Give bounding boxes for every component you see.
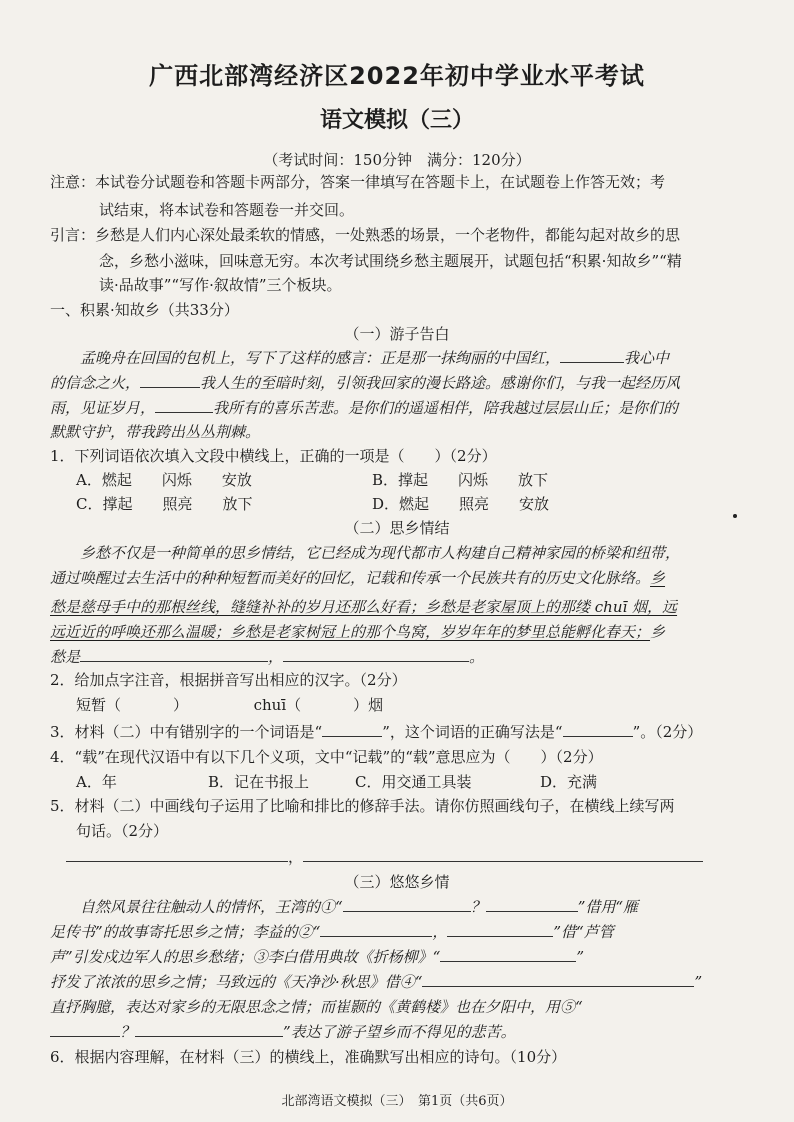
answer-blank[interactable]	[563, 722, 633, 737]
answer-blank[interactable]	[283, 647, 469, 662]
passage-text: 乡	[650, 623, 666, 641]
passage-text: ？	[120, 1023, 136, 1041]
passage-text: 。	[469, 648, 485, 666]
passage-1-line-3	[50, 398, 678, 418]
ink-dot	[733, 514, 737, 518]
answer-blank[interactable]	[303, 847, 703, 862]
passage-text: 自然风景往往触动人的情怀，王湾的①“	[80, 898, 343, 916]
section-1-heading: （一）游子告白	[344, 325, 450, 343]
passage-1-line-1	[80, 348, 669, 368]
passage-text: ，	[268, 648, 284, 666]
passage-text: 的信念之火，	[50, 374, 141, 392]
answer-blank[interactable]	[135, 1022, 283, 1037]
exam-subtitle: 语文模拟（三）	[319, 108, 474, 133]
notice-line-1: 注意：本试卷分试题卷和答题卡两部分，答案一律填写在答题卡上，在试题卷上作答无效；考	[50, 173, 666, 191]
passage-text: ”	[576, 948, 585, 966]
passage-1-line-2	[50, 373, 680, 393]
q1-option-d[interactable]: D．燃起 照亮 安放	[372, 495, 550, 513]
passage-3-line-5: 直抒胸臆，表达对家乡的无限思念之情；而崔颢的《黄鹤楼》也在夕阳中，用⑤“	[50, 998, 583, 1016]
passage-2-line-1: 乡愁不仅是一种简单的思乡情结，它已经成为现代都市人构建自己精神家园的桥梁和纽带，	[80, 544, 681, 562]
passage-text: ”借用“雁	[577, 898, 639, 916]
answer-blank[interactable]	[320, 922, 432, 937]
q2-label: ）	[173, 696, 189, 714]
q4-option-d[interactable]: D．充满	[540, 773, 598, 791]
q2-label: 短暂（	[76, 696, 122, 714]
passage-text: ，	[432, 923, 448, 941]
passage-1-line-4: 默默守护，带我跨出丛丛荆棘。	[50, 423, 261, 441]
question-5-line-2: 句话。（2分）	[76, 822, 169, 840]
passage-2-line-2	[50, 568, 665, 588]
passage-3-line-2	[50, 922, 614, 942]
passage-text: 我人生的至暗时刻，引领我回家的漫长路途。感谢你们，与我一起经历风	[200, 374, 681, 392]
question-4: 4．“载”在现代汉语中有以下几个义项，文中“记载”的“载”意思应为（ ）（2分）	[50, 748, 603, 766]
separator: ，	[288, 848, 304, 866]
passage-text: 我心中	[624, 349, 670, 367]
question-2: 2．给加点字注音，根据拼音写出相应的汉字。（2分）	[50, 671, 407, 689]
question-6: 6．根据内容理解，在材料（三）的横线上，准确默写出相应的诗句。（10分）	[50, 1048, 567, 1066]
passage-text: 抒发了浓浓的思乡之情；马致远的《天净沙·秋思》借④“	[50, 973, 423, 991]
exam-info: （考试时间：150分钟 满分：120分）	[263, 151, 531, 169]
page-footer: 北部湾语文模拟（三） 第1页（共6页）	[281, 1094, 513, 1109]
answer-blank[interactable]	[140, 373, 200, 388]
passage-2-line-3: 愁是慈母手中的那根丝线，缝缝补补的岁月还那么好看；乡愁是老家屋顶上的那缕 chuī 烟，远	[50, 598, 678, 616]
answer-blank[interactable]	[440, 947, 576, 962]
passage-3-line-6	[50, 1022, 516, 1042]
intro-line-3: 读·品故事”“写作·叙故情”三个板块。	[99, 276, 342, 294]
passage-text: 雨，见证岁月，	[50, 399, 156, 417]
notice-line-2: 试结束，将本试卷和答题卷一并交回。	[99, 201, 355, 219]
question-5-line-1: 5．材料（二）中画线句子运用了比喻和排比的修辞手法。请你仿照画线句子，在横线上续写两	[50, 797, 675, 815]
question-text: ”，这个词语的正确写法是“	[382, 723, 563, 741]
underlined-text: 乡	[650, 569, 666, 587]
q4-option-a[interactable]: A．年	[76, 773, 117, 791]
q5-answer-line	[66, 847, 703, 867]
answer-blank[interactable]	[422, 972, 694, 987]
q4-option-b[interactable]: B．记在书报上	[208, 773, 310, 791]
answer-blank[interactable]	[155, 398, 213, 413]
passage-text: ”借“芦管	[553, 923, 614, 941]
answer-blank[interactable]	[560, 348, 624, 363]
answer-blank[interactable]	[66, 847, 288, 862]
exam-title: 广西北部湾经济区2022年初中学业水平考试	[149, 62, 645, 90]
passage-text: 声”引发戍边军人的思乡愁绪；③李白借用典故《折杨柳》“	[50, 948, 441, 966]
answer-blank[interactable]	[322, 722, 382, 737]
q2-subitems	[76, 695, 383, 715]
passage-text: 愁是	[50, 648, 81, 666]
passage-text: 我所有的喜乐苦悲。是你们的遥遥相伴，陪我越过层层山丘；是你们的	[213, 399, 679, 417]
question-3	[50, 722, 702, 742]
q1-option-b[interactable]: B．撑起 闪烁 放下	[372, 471, 549, 489]
q2-label: chuī（	[253, 696, 302, 714]
q4-option-c[interactable]: C．用交通工具装	[355, 773, 472, 791]
passage-text: 通过唤醒过去生活中的种种短暂而美好的回忆，记载和传承一个民族共有的历史文化脉络。	[50, 569, 651, 587]
passage-3-line-3	[50, 947, 584, 967]
passage-3-line-1	[80, 897, 638, 917]
intro-line-2: 念，乡愁小滋味，回味意无穷。本次考试围绕乡愁主题展开，试题包括“积累·知故乡”“精	[99, 252, 682, 270]
section-3-heading: （三）悠悠乡情	[344, 873, 450, 891]
question-text: ”。（2分）	[632, 723, 703, 741]
underlined-text: 远近近的呼唤还那么温暖；乡愁是老家树冠上的那个鸟窝，岁岁年年的梦里总能孵化春天；	[50, 623, 651, 641]
section-2-heading: （二）思乡情结	[344, 519, 450, 537]
q1-option-c[interactable]: C．撑起 照亮 放下	[76, 495, 253, 513]
question-text: 3．材料（二）中有错别字的一个词语是“	[50, 723, 323, 741]
q1-option-a[interactable]: A．燃起 闪烁 安放	[76, 471, 252, 489]
part-1-heading: 一、积累·知故乡（共33分）	[50, 301, 239, 319]
question-1: 1．下列词语依次填入文段中横线上，正确的一项是（ ）（2分）	[50, 447, 497, 465]
answer-blank[interactable]	[447, 922, 553, 937]
passage-text: ？	[470, 898, 486, 916]
answer-blank[interactable]	[80, 647, 268, 662]
passage-text: ”	[694, 973, 703, 991]
passage-3-line-4	[50, 972, 702, 992]
passage-text: ”表达了游子望乡而不得见的悲苦。	[283, 1023, 516, 1041]
intro-line-1: 引言：乡愁是人们内心深处最柔软的情感，一处熟悉的场景，一个老物件，都能勾起对故乡的思	[50, 226, 681, 244]
passage-2-line-4	[50, 622, 665, 642]
q2-label: ）烟	[353, 696, 384, 714]
answer-blank[interactable]	[343, 897, 471, 912]
passage-text: 孟晚舟在回国的包机上，写下了这样的感言：正是那一抹绚丽的中国红，	[80, 349, 561, 367]
answer-blank[interactable]	[50, 1022, 120, 1037]
passage-text: 足传书”的故事寄托思乡之情；李益的②“	[50, 923, 321, 941]
passage-2-line-5	[50, 647, 484, 667]
answer-blank[interactable]	[486, 897, 578, 912]
